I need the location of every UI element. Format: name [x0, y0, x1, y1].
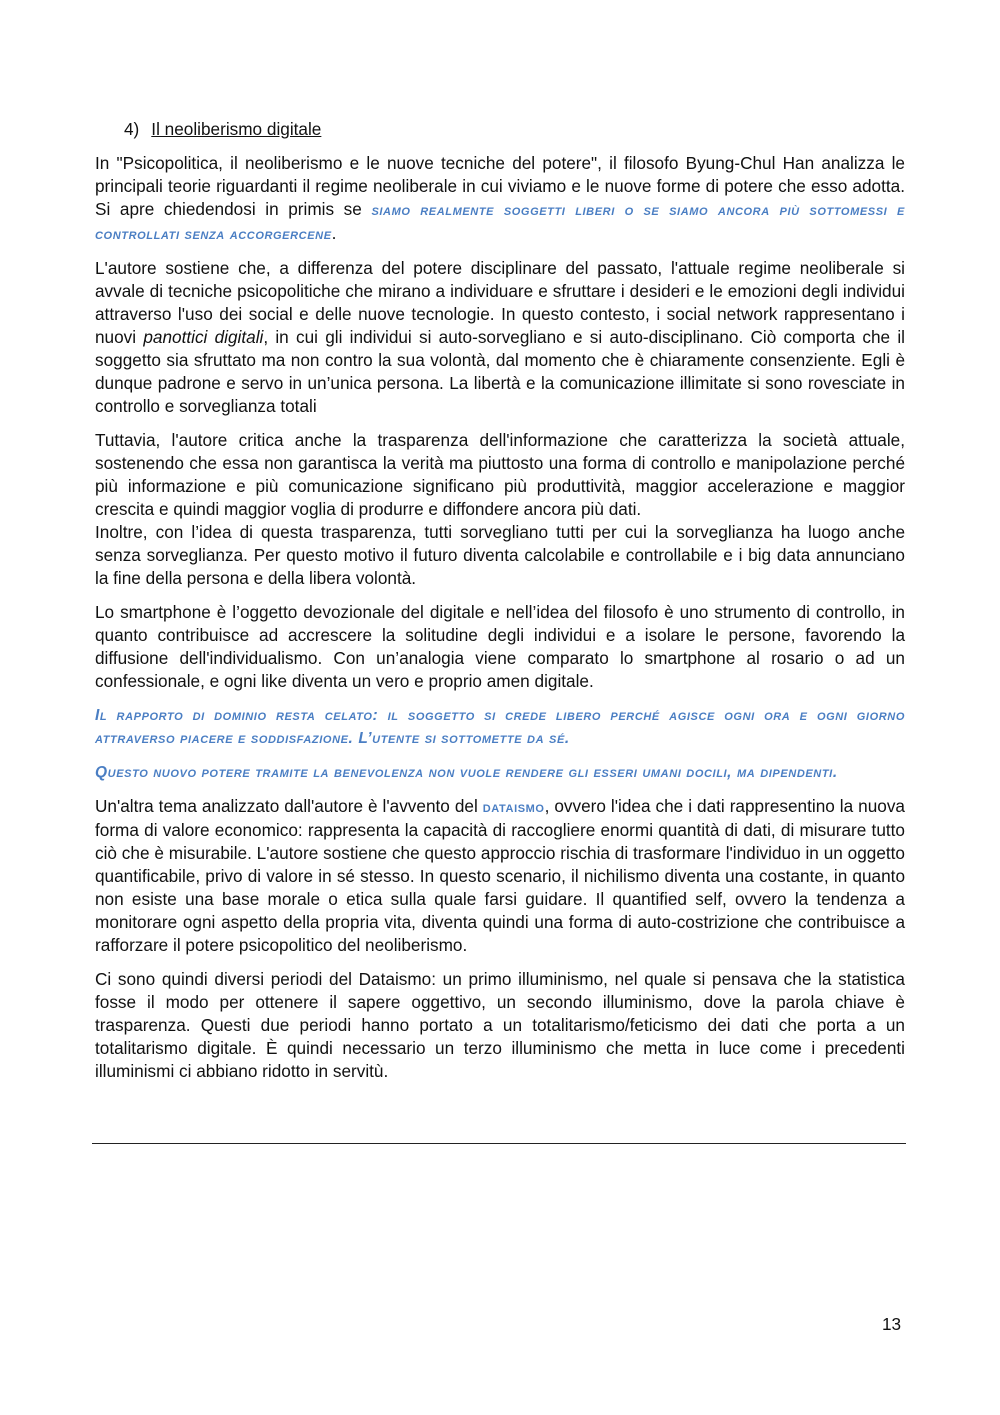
- section-heading: [124, 118, 905, 141]
- emphasis-question: siamo realmente soggetti liberi o se siamo ancora più sottomessi e controllati senza accorgercene: [95, 202, 905, 243]
- section-number: 4): [124, 119, 140, 139]
- paragraph-smartphone: Lo smartphone è l’oggetto devozionale del digitale e nell’idea del filosofo è uno strumento di controllo, in quanto contribuisce ad accrescere la solitudine degli individui e a isolare le persone, favorendo la diffusione dell'individualismo. Con un’analogia viene comparato lo smartphone al rosario o ad un confessionale, e ogni like diventa un vero e proprio amen digitale.: [95, 602, 905, 691]
- paragraph-intro-end: .: [331, 223, 337, 243]
- highlighted-quote-benevolence: Questo nuovo potere tramite la benevolenza non vuole rendere gli esseri umani docili, ma dipendenti.: [95, 764, 838, 781]
- paragraph-dataism: [95, 795, 905, 957]
- paragraph-intro: [95, 152, 905, 246]
- paragraph-transparency: Tuttavia, l'autore critica anche la trasparenza dell'informazione che caratterizza la società attuale, sostenendo che essa non garantisca la verità ma piuttosto una forma di controllo e manipolazione perché più informazione e più comunicazione significano più produttività, maggior accelerazione e maggior crescita e quindi maggior voglia di produrre e diffondere ancora più dati.: [95, 430, 905, 519]
- highlighted-quote-domination: Il rapporto di dominio resta celato: il soggetto si crede libero perché agisce ogni ora e ogni giorno attraverso piacere e soddisfazione. L’utente si sottomette da sé.: [95, 707, 905, 747]
- paragraph-dataism-rest: , ovvero l'idea che i dati rappresentino la nuova forma di valore economico: rappresenta la capacità di raccogliere enormi quantità di dati, di misurare tutto ciò che è misurabile. L'autore sostiene che questo approccio rischia di trasformare l'individuo in un oggetto quantificabile, privo di valore in sé stesso. In questo scenario, il nichilismo diventa una costante, in quanto non esiste una base morale o etica sulla quale farsi guidare. Il quantified self, ovvero la tendenza a monitorare ogni aspetto della propria vita, diventa quindi una forma di auto-costrizione che contribuisce a rafforzare il potere psicopolitico del neoliberismo.: [95, 796, 905, 955]
- paragraph-intro-text: In "Psicopolitica, il neoliberismo e le nuove tecniche del potere", il filosofo Byung-Chul Han analizza le principali teorie riguardanti il regime neoliberale in cui viviamo e le nuove forme di potere che esso adotta. Si apre chiedendosi in primis se: [95, 153, 905, 219]
- paragraph-panopticon-rest: , in cui gli individui si auto-sorvegliano e si auto-disciplinano. Ciò comporta che il soggetto sia sfruttato ma non contro la sua volontà, dal momento che è chiaramente consenziente. Egli è dunque padrone e servo in un’unica persona. La libertà e la comunicazione illimitate si sono rovesciate in controllo e sorveglianza totali: [95, 327, 905, 416]
- paragraph-enlightenment: Ci sono quindi diversi periodi del Dataismo: un primo illuminismo, nel quale si pensava che la statistica fosse il modo per ottenere il sapere oggettivo, un secondo illuminismo, dove la parola chiave è trasparenza. Questi due periodi hanno portato a un totalitarismo/feticismo dei dati che porta a un totalitarismo digitale. È quindi necessario un terzo illuminismo che metta in luce come i precedenti illuminismi ci abbiano ridotto in servitù.: [95, 969, 905, 1081]
- page-number: 13: [882, 1314, 902, 1334]
- paragraph-panopticon: [95, 257, 905, 418]
- document-page: [95, 118, 905, 1094]
- emphasis-dataismo: dataismo: [482, 799, 545, 816]
- paragraph-dataism-text: Un'altra tema analizzato dall'autore è l'avvento del: [95, 796, 483, 816]
- paragraph-panopticon-text: L'autore sostiene che, a differenza del potere disciplinare del passato, l'attuale regime neoliberale si avvale di tecniche psicopolitiche che mirano a individuare e sfruttare i desideri e le emozioni degli individui attraverso l'uso dei social e delle nuove tecnologie. In questo contesto, i social network rappresentano i nuovi: [95, 258, 905, 347]
- section-title: Il neoliberismo digitale: [151, 119, 322, 139]
- section-divider: [92, 1143, 906, 1144]
- paragraph-surveillance: Inoltre, con l’idea di questa trasparenza, tutti sorvegliano tutti per cui la sorveglianza ha luogo anche senza sorveglianza. Per questo motivo il futuro diventa calcolabile e controllabile e i big data annunciano la fine della persona e della libera volontà.: [95, 522, 905, 588]
- italic-term: panottici digitali: [143, 327, 264, 347]
